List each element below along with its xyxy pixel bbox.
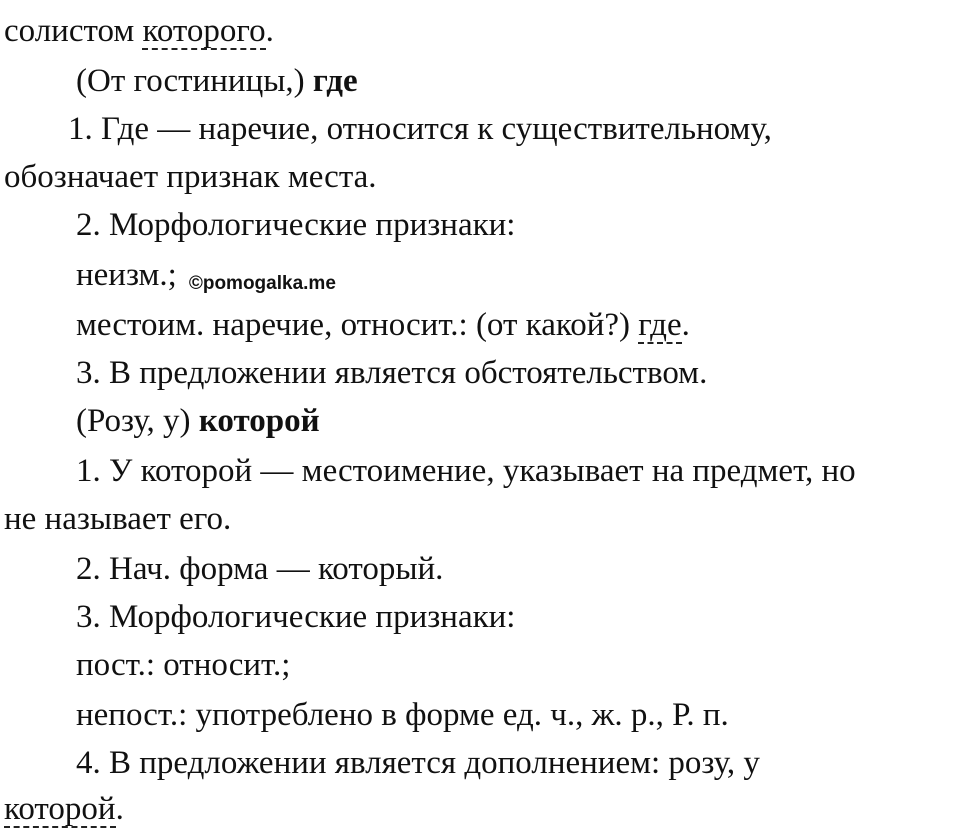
- text-fragment: 2. Морфологические признаки:: [76, 207, 516, 243]
- underlined-word: которой: [4, 791, 116, 827]
- text-line-10: [76, 452, 856, 490]
- text-fragment: 1. У которой — местоимение, указывает на предмет, но: [76, 453, 856, 489]
- text-line-4: [4, 158, 377, 196]
- text-fragment: 3. Морфологические признаки:: [76, 599, 516, 635]
- text-fragment: непост.: употреблено в форме ед. ч., ж. р., Р. п.: [76, 697, 729, 733]
- text-fragment: местоим. наречие, относит.: (от какой?): [76, 307, 639, 343]
- punctuation: .: [115, 791, 124, 827]
- text-line-12: [76, 550, 443, 588]
- text-fragment: 2. Нач. форма — который.: [76, 551, 444, 587]
- text-fragment: не называет его.: [4, 501, 232, 537]
- text-fragment: 3. В предложении является обстоятельством.: [76, 355, 708, 391]
- watermark: ©pomogalka.me: [188, 273, 336, 294]
- text-fragment: (От гостиницы,): [76, 63, 313, 99]
- text-fragment: неизм.;: [76, 257, 177, 293]
- underlined-word: где: [638, 307, 682, 343]
- text-line-3: [68, 110, 772, 148]
- text-fragment: (Розу, у): [76, 403, 199, 439]
- text-line-1: [4, 12, 274, 50]
- text-line-15: [76, 696, 729, 734]
- text-line-8: [76, 354, 707, 392]
- underlined-word: которого: [142, 13, 266, 49]
- text-line-17: [4, 790, 124, 828]
- text-fragment: обозначает признак места.: [4, 159, 377, 195]
- text-line-13: [76, 598, 515, 636]
- text-line-9: [76, 402, 320, 440]
- text-line-7: [76, 306, 690, 344]
- text-line-2: [76, 62, 358, 100]
- text-line-11: [4, 500, 231, 538]
- text-fragment: 4. В предложении является дополнением: розу, у: [76, 745, 760, 781]
- bold-word: где: [312, 63, 358, 99]
- punctuation: .: [681, 307, 690, 343]
- text-line-5: [76, 206, 515, 244]
- text-fragment: солистом: [4, 13, 143, 49]
- bold-word: которой: [198, 403, 320, 439]
- text-fragment: пост.: относит.;: [76, 647, 291, 683]
- text-line-14: [76, 646, 290, 684]
- punctuation: .: [265, 13, 274, 49]
- text-line-6: [76, 256, 336, 299]
- text-fragment: 1. Где — наречие, относится к существительному,: [68, 111, 772, 147]
- text-line-16: [76, 744, 760, 782]
